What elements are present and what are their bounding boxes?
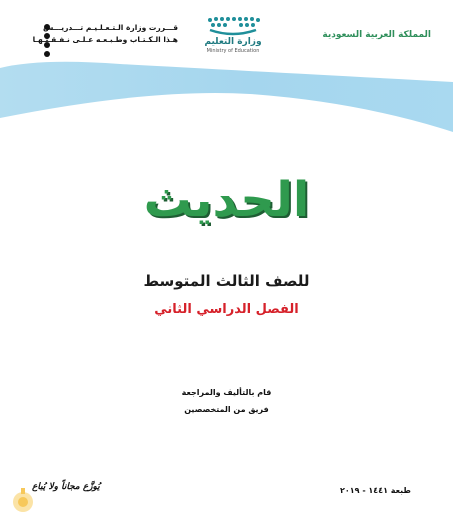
decorative-arc xyxy=(0,40,453,150)
ministry-logo-icon xyxy=(202,16,264,36)
ministry-name-ar: وزارة التعليم xyxy=(204,37,262,47)
free-distribution-note: يُوزَّع مجاناً ولا يُباع xyxy=(32,482,100,492)
credits xyxy=(0,384,453,418)
kingdom-name: المملكة العربية السعودية xyxy=(322,30,431,40)
semester: الفصل الدراسي الثاني xyxy=(154,302,299,317)
credits-line-2: فريق من المتخصصين xyxy=(184,405,269,414)
book-title: الحديث xyxy=(143,172,310,228)
kingdom-header xyxy=(322,30,431,40)
edition: طبعة ١٤٤١ - ٢٠١٩ xyxy=(340,486,411,495)
credits-line-1: قام بالتأليف والمراجعة xyxy=(181,388,272,397)
distribution-emblem-icon xyxy=(12,488,34,516)
approval-line-1: قـــررت وزارة الـتـعـلـيـم تـــدريـــس xyxy=(42,23,178,32)
ministry-name-en: Ministry of Education xyxy=(206,48,260,54)
approval-line-2: هـذا الـكـتـاب وطـبـعـه عـلـى نـفـقـتـهـا xyxy=(32,35,178,44)
grade-level: للصف الثالث المتوسط xyxy=(143,272,310,290)
